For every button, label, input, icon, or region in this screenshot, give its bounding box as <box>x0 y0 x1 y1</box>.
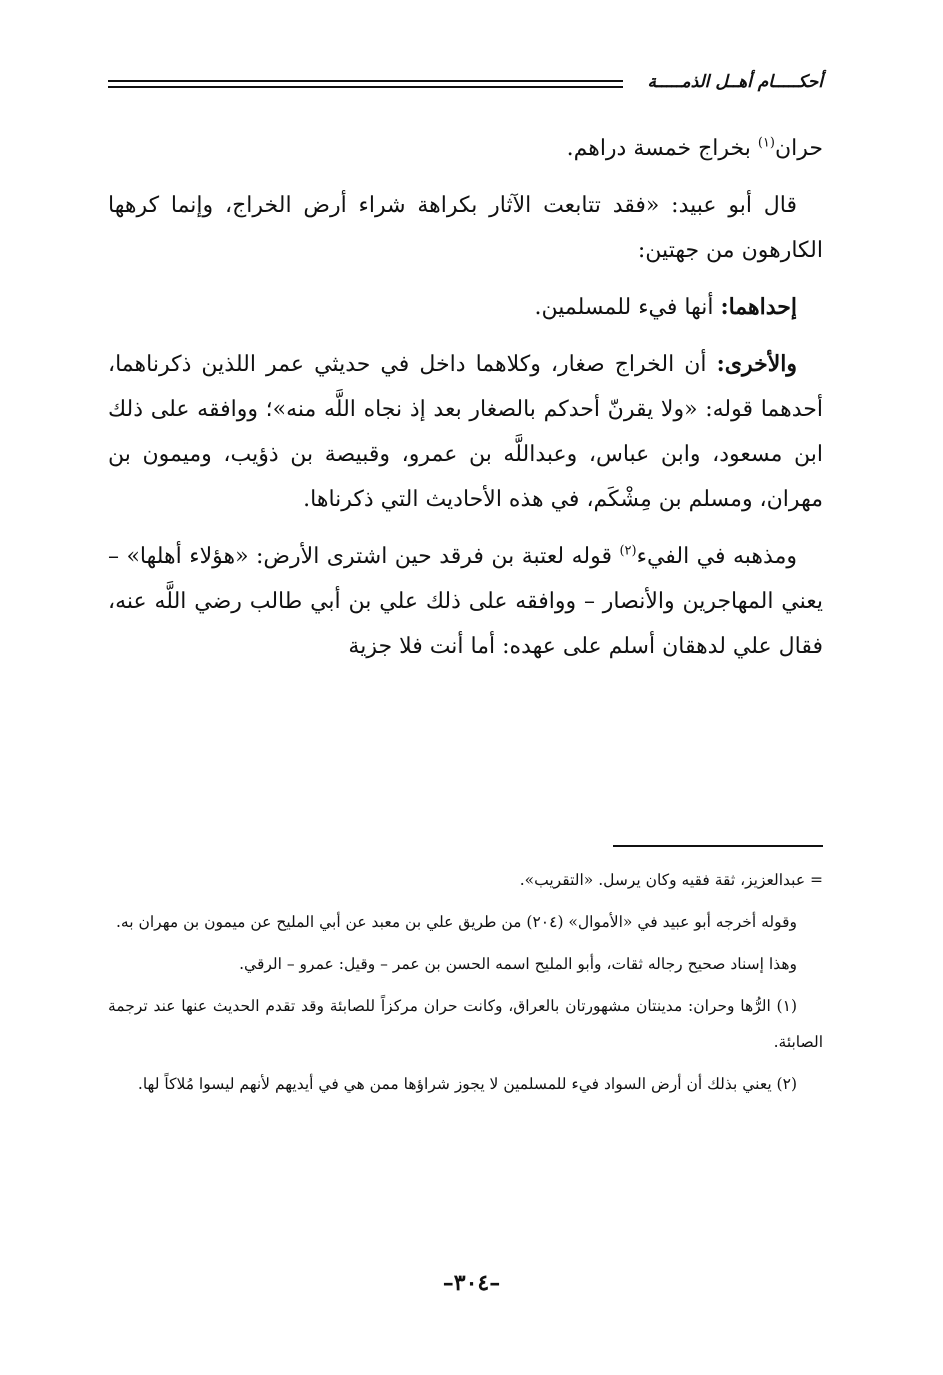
paragraph-4-lead: والأخرى: <box>716 351 797 377</box>
paragraph-3 <box>108 285 823 330</box>
footnote-isnad: وهذا إسناد صحيح رجاله ثقات، وأبو المليح اسمه الحسن بن عمر – وقيل: عمرو – الرقي. <box>239 955 797 973</box>
footnote-1: (١) الرُّها وحران: مدينتان مشهورتان بالعراق، وكانت حران مركزاً للصابئة وقد تقدم الحديث عنها عند ترجمة الصابئة. <box>108 997 823 1051</box>
footnote-ref-1[interactable]: (١) <box>757 135 775 151</box>
paragraph-3-lead: إحداهما: <box>720 294 797 320</box>
footnote-continuation: = عبدالعزيز، ثقة فقيه وكان يرسل. «التقريب». <box>519 871 823 889</box>
paragraph-5-text-a: ومذهبه في الفيء <box>636 544 797 569</box>
paragraph-4-text: أن الخراج صغار، وكلاهما داخل في حديثي عمر اللذين ذكرناهما، أحدهما قوله: «ولا يقرنّ أحدكم بالصغار بعد إذ نجاه اللَّه منه»؛ ووافقه على ذلك ابن مسعود، وابن عباس، وعبداللَّه بن عمرو، وقبيصة بن ذؤيب، وميمون بن مهران، ومسلم بن مِشْكَم، في هذه الأحاديث التي ذكرناها. <box>108 352 823 512</box>
footnote-separator <box>613 845 823 847</box>
main-text <box>108 126 823 669</box>
paragraph-1-text-b: بخراج خمسة دراهم. <box>566 136 758 161</box>
header-double-rule <box>108 80 623 88</box>
footnote-ref-2[interactable]: (٢) <box>619 543 637 559</box>
paragraph-5 <box>108 534 823 669</box>
footnote-source: وقوله أخرجه أبو عبيد في «الأموال» (٢٠٤) من طريق علي بن معبد عن أبي المليح عن ميمون بن مهران به. <box>115 913 797 931</box>
paragraph-5-text-b: قوله لعتبة بن فرقد حين اشترى الأرض: «هؤلاء أهلها» – يعني المهاجرين والأنصار – ووافقه على ذلك علي بن أبي طالب رضي اللَّه عنه، فقال علي لدهقان أسلم على عهده: أما أنت فلا جزية <box>108 544 823 659</box>
paragraph-1 <box>108 126 823 171</box>
footnotes <box>108 862 823 1108</box>
footnote-2: (٢) يعني بذلك أن أرض السواد فيء للمسلمين لا يجوز شراؤها ممن هي في أيديهم لأنهم ليسوا مُلاكاً لها. <box>137 1075 797 1093</box>
paragraph-3-text: أنها فيء للمسلمين. <box>534 295 721 320</box>
paragraph-2: قال أبو عبيد: «فقد تتابعت الآثار بكراهة شراء أرض الخراج، وإنما كرهها الكارهون من جهتين: <box>108 193 823 263</box>
running-header <box>108 70 823 104</box>
page-number: –٣٠٤– <box>442 1270 501 1296</box>
header-title: أحكـــــام أهــل الذمـــــة <box>647 72 823 92</box>
paragraph-1-text-a: حران <box>774 136 823 161</box>
paragraph-4 <box>108 342 823 522</box>
